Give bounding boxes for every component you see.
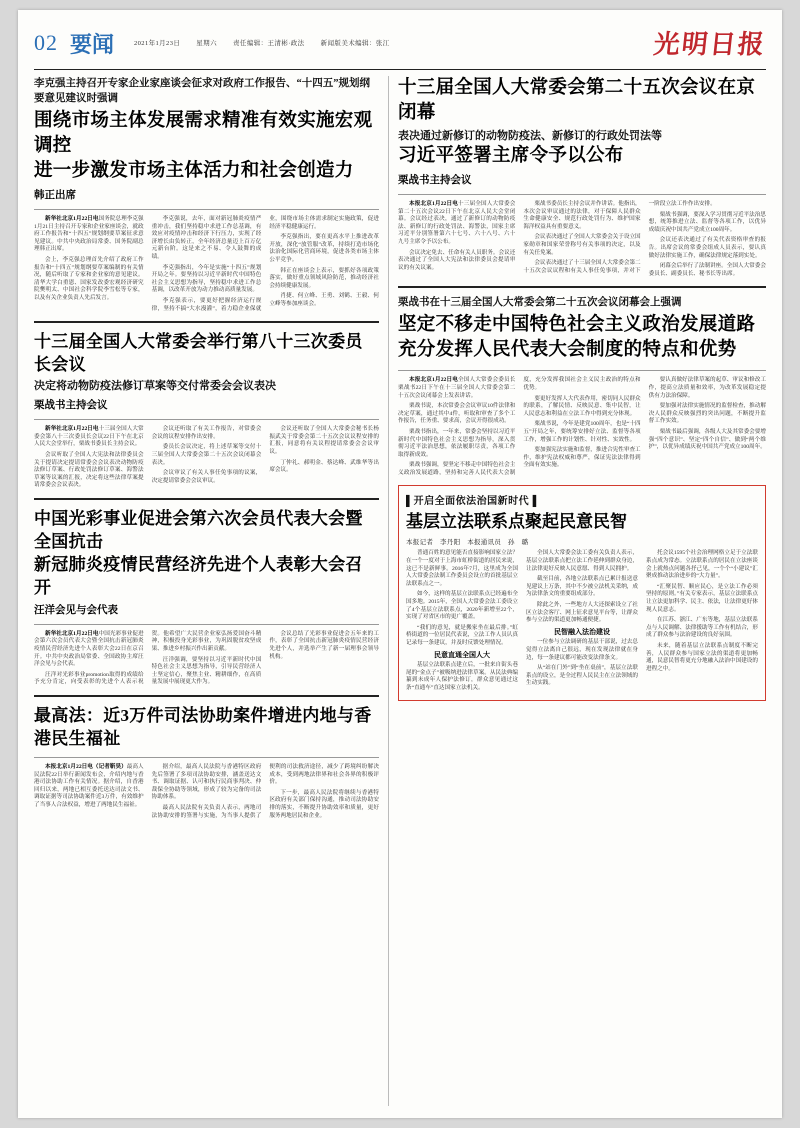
article-npc-session-closing (398, 76, 766, 278)
dateline: 本报北京1月22日电（记者靳昊） (45, 764, 127, 771)
body-paragraph: 栗战书强调，要坚定不移走中国特色社会主义政治发展道路，坚持和完善人民代表大会制度，充分发挥我国社会主义民主政治的特点和优势。 (398, 377, 641, 476)
divider (34, 419, 379, 420)
body-paragraph: 汪洋对光彩事业promotion取得的成绩给予充分肯定，向受表彰的先进个人表示祝贺。他希望广大民营企业家弘扬爱国奋斗精神，积极投身光彩事业，为巩固脱贫攻坚成果、推进乡村振兴作出新贡献。 (34, 630, 262, 686)
article-body (34, 426, 379, 490)
feature-flag-label: 开启全面依法治国新时代 (413, 496, 530, 508)
body-paragraph: 在江苏、浙江、广东等地，基层立法联系点与人民调解、法律援助等工作有机结合，形成了群众参与法治建设的良好氛围。 (646, 617, 758, 639)
publication-date: 2021年1月23日 (134, 40, 181, 47)
body-paragraph: 要加强宪法实施和监督，推进合宪性审查工作，维护宪法权威和尊严，保证宪法法律得到全面有效实施。 (523, 447, 641, 469)
article-npc-chairmens-meeting (34, 330, 379, 490)
newspaper-page (18, 10, 782, 1118)
body-paragraph: 肖捷、何立峰、王勇、刘鹤、王毅、何立峰等参加座谈会。 (269, 293, 379, 307)
body-paragraph: 会上，李克强总理首先介绍了政府工作报告和“十四五”规划纲要草案编制的有关情况，随后听取了专家和企业家的意见建议。清华大学白重恩、国家发改委宏观经济研究院樊明太、中国社会科学院李雪松等专家，以及有关企业负责人先后发言。 (34, 256, 144, 301)
article-kicker: 栗战书在十三届全国人大常委会第二十五次会议闭幕会上强调 (398, 297, 682, 309)
body-paragraph: 一位参与立法调研的基层干部说，过去总觉得立法离自己很远，现在发现法律就在身边，每一条建议都可能改变法律条文。 (526, 639, 638, 661)
divider (34, 209, 379, 210)
dateline: 本报北京1月22日电 (409, 201, 458, 207)
divider (398, 286, 766, 288)
divider (398, 194, 766, 195)
article-headline-2: 新冠肺炎疫情民营经济先进个人表彰大会召开 (34, 554, 363, 597)
article-li-keqiang (34, 76, 379, 313)
right-column (389, 76, 766, 1106)
article-headline-1: 十三届全国人大常委会第二十五次会议在京闭幕 (398, 78, 756, 123)
article-headline-1: 坚定不移走中国特色社会主义政治发展道路 (398, 315, 756, 336)
article-headline-1: 十三届全国人大常委会举行第八十三次委员长会议 (34, 332, 363, 375)
article-body (398, 201, 766, 278)
dateline: 本报北京1月22日电 (409, 377, 458, 384)
body-paragraph: 会议表决通过了十三届全国人大常委会第二十五次会议议程和有关人事任免事项，并对下一阶段立法工作作出安排。 (523, 201, 716, 274)
body-paragraph: 十三届全国人大常委会第八十三次委员长会议22日下午在北京人民大会堂举行，栗战书委员长主持会议。 (34, 426, 144, 448)
body-paragraph: 丁仲礼、郝明金、蔡达峰、武维华等出席会议。 (269, 459, 379, 474)
body-paragraph: 栗战书最后强调，各级人大及其常委会要增强“四个意识”、坚定“四个自信”、做到“两个维护”，以优异成绩庆祝中国共产党成立100周年。 (648, 428, 766, 451)
body-paragraph: 栗战书强调，要深入学习贯彻习近平法治思想，统筹推进立法、监督等各项工作，以优异成绩庆祝中国共产党成立100周年。 (648, 211, 766, 233)
feature-flag: ▌开启全面依法治国新时代▐ (406, 496, 537, 508)
article-supreme-court-hongkong (34, 704, 379, 820)
body-paragraph: 李克强指出，要在更高水平上推进改革开放，深化“放管服”改革，持续打造市场化法治化国际化营商环境，促进各类市场主体公平竞争。 (269, 234, 379, 263)
body-paragraph: 李克强表示，要更好把握经济运行规律，坚持不搞“大水漫灌”，着力稳企业保就业，围绕市场主体需求制定实施政策，促进经济平稳健康运行。 (151, 216, 379, 312)
body-paragraph: 据介绍，最高人民法院与香港特区政府先后签署了多项司法协助安排，涵盖送达文书、调取证据、认可和执行民商事判决、仲裁保全协助等领域，形成了较为完备的司法协助体系。 (151, 764, 262, 801)
article-headline-2: 进一步激发市场主体活力和社会创造力 (34, 161, 354, 181)
body-paragraph: 韩正在座谈会上表示，要抓好各项政策落实，做好重点领域风险防范，推动经济社会持续健康发展。 (269, 267, 379, 289)
body-paragraph: 除此之外，一些地方人大还探索设立了社区立法会客厅、网上征求意见平台等，让群众参与立法的渠道更加畅通便捷。 (526, 602, 638, 624)
dateline: 新华社北京1月22日电 (45, 630, 99, 637)
body-paragraph: 中国光彩事业促进会第六次会员代表大会暨全国抗击新冠肺炎疫情民营经济先进个人表彰大会22日在京召开。中共中央政治局常委、全国政协主席汪洋会见与会代表。 (34, 630, 144, 668)
body-paragraph: 栗战书说，今年是建党100周年，也是“十四五”开局之年，要统筹安排好立法、监督等各项工作，增强工作的计划性、针对性、实效性。 (523, 421, 641, 443)
body-paragraph: 栗战书委员长主持会议并作讲话。他指出，本次会议审议通过的法律，对于保障人民群众生命健康安全、规范行政处罚行为、维护国家海洋权益具有重要意义。 (523, 201, 641, 230)
body-paragraph: 截至目前，各地立法联系点已累计报送意见建议上万条，其中不少被立法机关采纳，成为法律条文的重要组成部分。 (526, 576, 638, 598)
dateline: 新华社北京1月22日电 (45, 426, 99, 433)
body-paragraph: 国务院总理李克强1月21日主持召开专家和企业家座谈会，就政府工作报告和“十四五”规划纲要草案征求意见建议。中共中央政治局常委、国务院副总理韩正出席。 (34, 216, 144, 253)
body-paragraph: 十三届全国人大常委会第二十五次会议22日下午在北京人民大会堂闭幕。会议经过表决，通过了新修订的动物防疫法、新修订的行政处罚法、海警法，国家主席习近平分别签署第六十七号、六十八号、六十九号主席令予以公布。 (398, 201, 516, 245)
divider (34, 498, 379, 500)
article-body (34, 764, 379, 820)
body-paragraph: 最高人民法院22日举行新闻发布会，介绍内地与香港司法协助工作有关情况。据介绍，自香港回归以来，两地已相互委托送达司法文书、调取证据等司法协助案件近3万件，有效维护了当事人合法权益，增进了两地民生福祉。 (34, 764, 144, 808)
article-byline: 韩正出席 (34, 190, 76, 201)
body-paragraph: 李克强说，去年，面对新冠肺炎疫情严重冲击，我们坚持稳中求进工作总基调，有效应对疫情冲击和经济下行压力，实现了经济增长由负转正，全年经济总量迈上百万亿元新台阶。这是来之不易、令人鼓舞的成绩。 (151, 216, 262, 260)
feature-body (406, 550, 758, 692)
left-column (34, 76, 388, 1106)
body-paragraph: 栗战书说，本次常委会会议审议10件法律和决定草案，通过其中4件，听取和审查了多个工作报告，任务重、要求高，会议开得很成功。 (398, 403, 516, 425)
article-headline-1: 最高法：近3万件司法协助案件增进内地与香港民生福祉 (34, 706, 372, 749)
body-paragraph: 下一步，最高人民法院将继续与香港特区政府有关部门保持沟通，推动司法协助安排的落实，不断提升协助效率和质量，更好服务两地居民和企业。 (269, 789, 379, 819)
body-paragraph: 委员长会议决定，将上述草案等交付十三届全国人大常委会第二十五次会议闭幕会表决。 (151, 444, 262, 466)
page-body (34, 76, 766, 1106)
feature-article-box (398, 485, 766, 700)
art-editor: 新闻版美术编辑：张江 (320, 40, 390, 47)
feature-subhead-2: 民智融入法治建设 (554, 627, 610, 636)
newspaper-nameplate: 光明日报 (652, 30, 768, 59)
body-paragraph: 要更好发挥人大代表作用，密切同人民群众的联系，了解民情、反映民意、集中民智，让人民意志和利益在立法工作中得到充分体现。 (523, 395, 641, 417)
body-paragraph: 会议表决通过了全国人大常委会关于设立国家勋章和国家荣誉称号有关事项的决定，以及有关任免案。 (523, 234, 641, 256)
body-paragraph: 如今，这样的基层立法联系点已经遍布全国多地。2015年，全国人大常委会法工委设立了4个基层立法联系点，2020年新增至22个，实现了对省区市的更广覆盖。 (406, 591, 518, 621)
article-headline-2: 充分发挥人民代表大会制度的特点和优势 (398, 340, 737, 361)
article-body (34, 631, 379, 687)
article-byline: 栗战书主持会议 (398, 175, 472, 186)
article-guangcai-congress (34, 507, 379, 687)
divider (34, 321, 379, 323)
article-byline: 栗战书主持会议 (34, 400, 108, 412)
feature-title: 基层立法联系点聚起民意民智 (406, 512, 627, 532)
body-paragraph: 汪洋强调，要坚持以习近平新时代中国特色社会主义思想为指导，引导民营经济人士坚定信心，聚焦主业、精耕细作，在高质量发展中展现更大作为。 (151, 656, 262, 686)
body-paragraph: 最高人民法院有关负责人表示，两地司法协助安排的签署与实施，为当事人提供了便利的司法救济途径，减少了跨境纠纷解决成本，受到两地法律界和社会各界的积极评价。 (151, 764, 379, 819)
article-li-zhanshu-speech (398, 295, 766, 477)
article-headline-1: 围绕市场主体发展需求精准有效实施宏观调控 (34, 111, 373, 156)
body-paragraph: 会议还听取了全国人大常委会秘书长杨振武关于常委会第二十五次会议议程安排的汇报，同意将有关议程提请常委会会议审议。 (269, 426, 379, 455)
weekday: 星期六 (196, 40, 217, 47)
body-paragraph: 李克强指出，今年是实施“十四五”规划开局之年。要坚持以习近平新时代中国特色社会主义思想为指导，坚持稳中求进工作总基调，以改革开放为动力推动高质量发展。 (151, 264, 262, 294)
body-paragraph: 会议听取了全国人大宪法和法律委员会关于提请决定提请常委会会议表决动物防疫法修订草案、行政处罚法修订草案、海警法草案等议案的汇报，决定将这些法律草案提请常委会会议表决。 (34, 451, 144, 489)
article-headline-3: 习近平签署主席令予以公布 (398, 146, 624, 166)
article-body (34, 216, 379, 313)
body-paragraph: 未来，随着基层立法联系点制度不断完善，人民群众参与国家立法的渠道将更加畅通，民意民智将更充分地融入法治中国建设的进程之中。 (646, 643, 758, 672)
page-number: 02 (34, 30, 58, 55)
article-byline: 汪洋会见与会代表 (34, 604, 118, 616)
body-paragraph: 要加强对法律实施情况的监督检查，推动解决人民群众反映强烈的突出问题，不断提升监督工作实效。 (648, 403, 766, 425)
divider (34, 624, 379, 625)
body-paragraph: 全国人大常委会法工委有关负责人表示，基层立法联系点把立法工作延伸到群众身边，让法律更好反映人民意愿、得到人民拥护。 (526, 550, 638, 572)
feature-subhead-1: 民意直通全国人大 (434, 650, 490, 659)
body-paragraph: 普通百姓的意见能否直接影响国家立法？在一个一度对于上海市虹桥街道的居民来说，这已不是新鲜事。2016年7月，这里成为全国人大常委会法制工作委员会设立的首批基层立法联系点之一。 (406, 550, 518, 587)
article-headline-2: 表决通过新修订的动物防疫法、新修订的行政处罚法等 (398, 130, 662, 142)
body-paragraph: 基层立法联系点建立后，一批来自街头巷尾的“金点子”被吸纳进法律草案。从民法典编纂到未成年人保护法修订，群众意见通过这条“直通车”直达国家立法机关。 (406, 662, 518, 691)
dateline: 新华社北京1月22日电 (45, 216, 99, 222)
body-paragraph: 从“站在门外”到“坐在桌前”，基层立法联系点的设立，是全过程人民民主在立法领域的生动实践。 (526, 665, 638, 687)
body-paragraph: 会议还听取了有关工作报告，对常委会会议的议程安排作出安排。 (151, 426, 262, 440)
masthead (34, 24, 766, 70)
divider (34, 695, 379, 697)
article-kicker: 李克强主持召开专家企业家座谈会征求对政府工作报告、“十四五”规划纲要意见建议时强调 (34, 78, 370, 104)
body-paragraph: 要认真做好法律草案的起草、审议和修改工作，提高立法质量和效率，为改革发展稳定提供有力法治保障。 (648, 377, 766, 399)
body-paragraph: 会议决定免去、任命有关人员职务。会议还表决通过了全国人大宪法和法律委员会提请审议的有关议案。 (398, 249, 516, 271)
body-paragraph: 托会议1595个社会治理网格立足于立法联系点成为常态。立法联系点的居民在立法座谈会上就热点问题各抒己见，一个个“小建议”汇聚成推动法治进步的“大力量”。 (646, 550, 758, 580)
divider (398, 370, 766, 371)
article-body (398, 377, 766, 477)
body-paragraph: “汇聚民智、顺应民心，是立法工作必须坚持的原则。”有关专家表示，基层立法联系点让立法更加科学、民主、依法，让法律更好体现人民意志。 (646, 583, 758, 613)
responsible-editor: 责任编辑：王清彬·政法 (233, 40, 305, 47)
body-paragraph: 闭幕会后举行了法制讲座。全国人大常委会委员长、副委员长、秘书长等出席。 (648, 263, 766, 277)
feature-credit: 本报记者 李丹阳 本报通讯员 孙 璐 (406, 539, 529, 547)
page-section-label: 要闻 (70, 32, 115, 57)
body-paragraph: 会议还表决通过了有关代表资格审查的报告。出席会议的常委会组成人员表示，要认真做好法律实施工作，确保法律规定落到实处。 (648, 237, 766, 259)
body-paragraph: 会议审议了有关人事任免事项的议案，决定提请常委会会议审议。 (151, 470, 262, 484)
body-paragraph: 栗战书指出，一年来，常委会坚持以习近平新时代中国特色社会主义思想为指导，深入贯彻习近平法治思想，依法履职尽责，各项工作取得新成效。 (398, 428, 516, 458)
body-paragraph: 会议总结了光彩事业促进会五年来的工作，表彰了全国抗击新冠肺炎疫情民营经济先进个人，并选举产生了新一届理事会领导机构。 (269, 630, 379, 660)
article-headline-2: 决定将动物防疫法修订草案等交付常委会会议表决 (34, 380, 276, 393)
masthead-meta (134, 38, 404, 47)
divider (34, 757, 379, 758)
article-headline-1: 中国光彩事业促进会第六次会员代表大会暨全国抗击 (34, 508, 363, 551)
body-paragraph: 全国人大常委会委员长栗战书22日下午在十三届全国人大常委会第二十五次会议闭幕会上发表讲话。 (398, 377, 516, 399)
body-paragraph: “我们的意见，就是搬家坐在最后排。”虹桥街道的一位居民代表说，立法工作人员认真记录每一条建议，并及时反馈处理情况。 (406, 624, 518, 646)
